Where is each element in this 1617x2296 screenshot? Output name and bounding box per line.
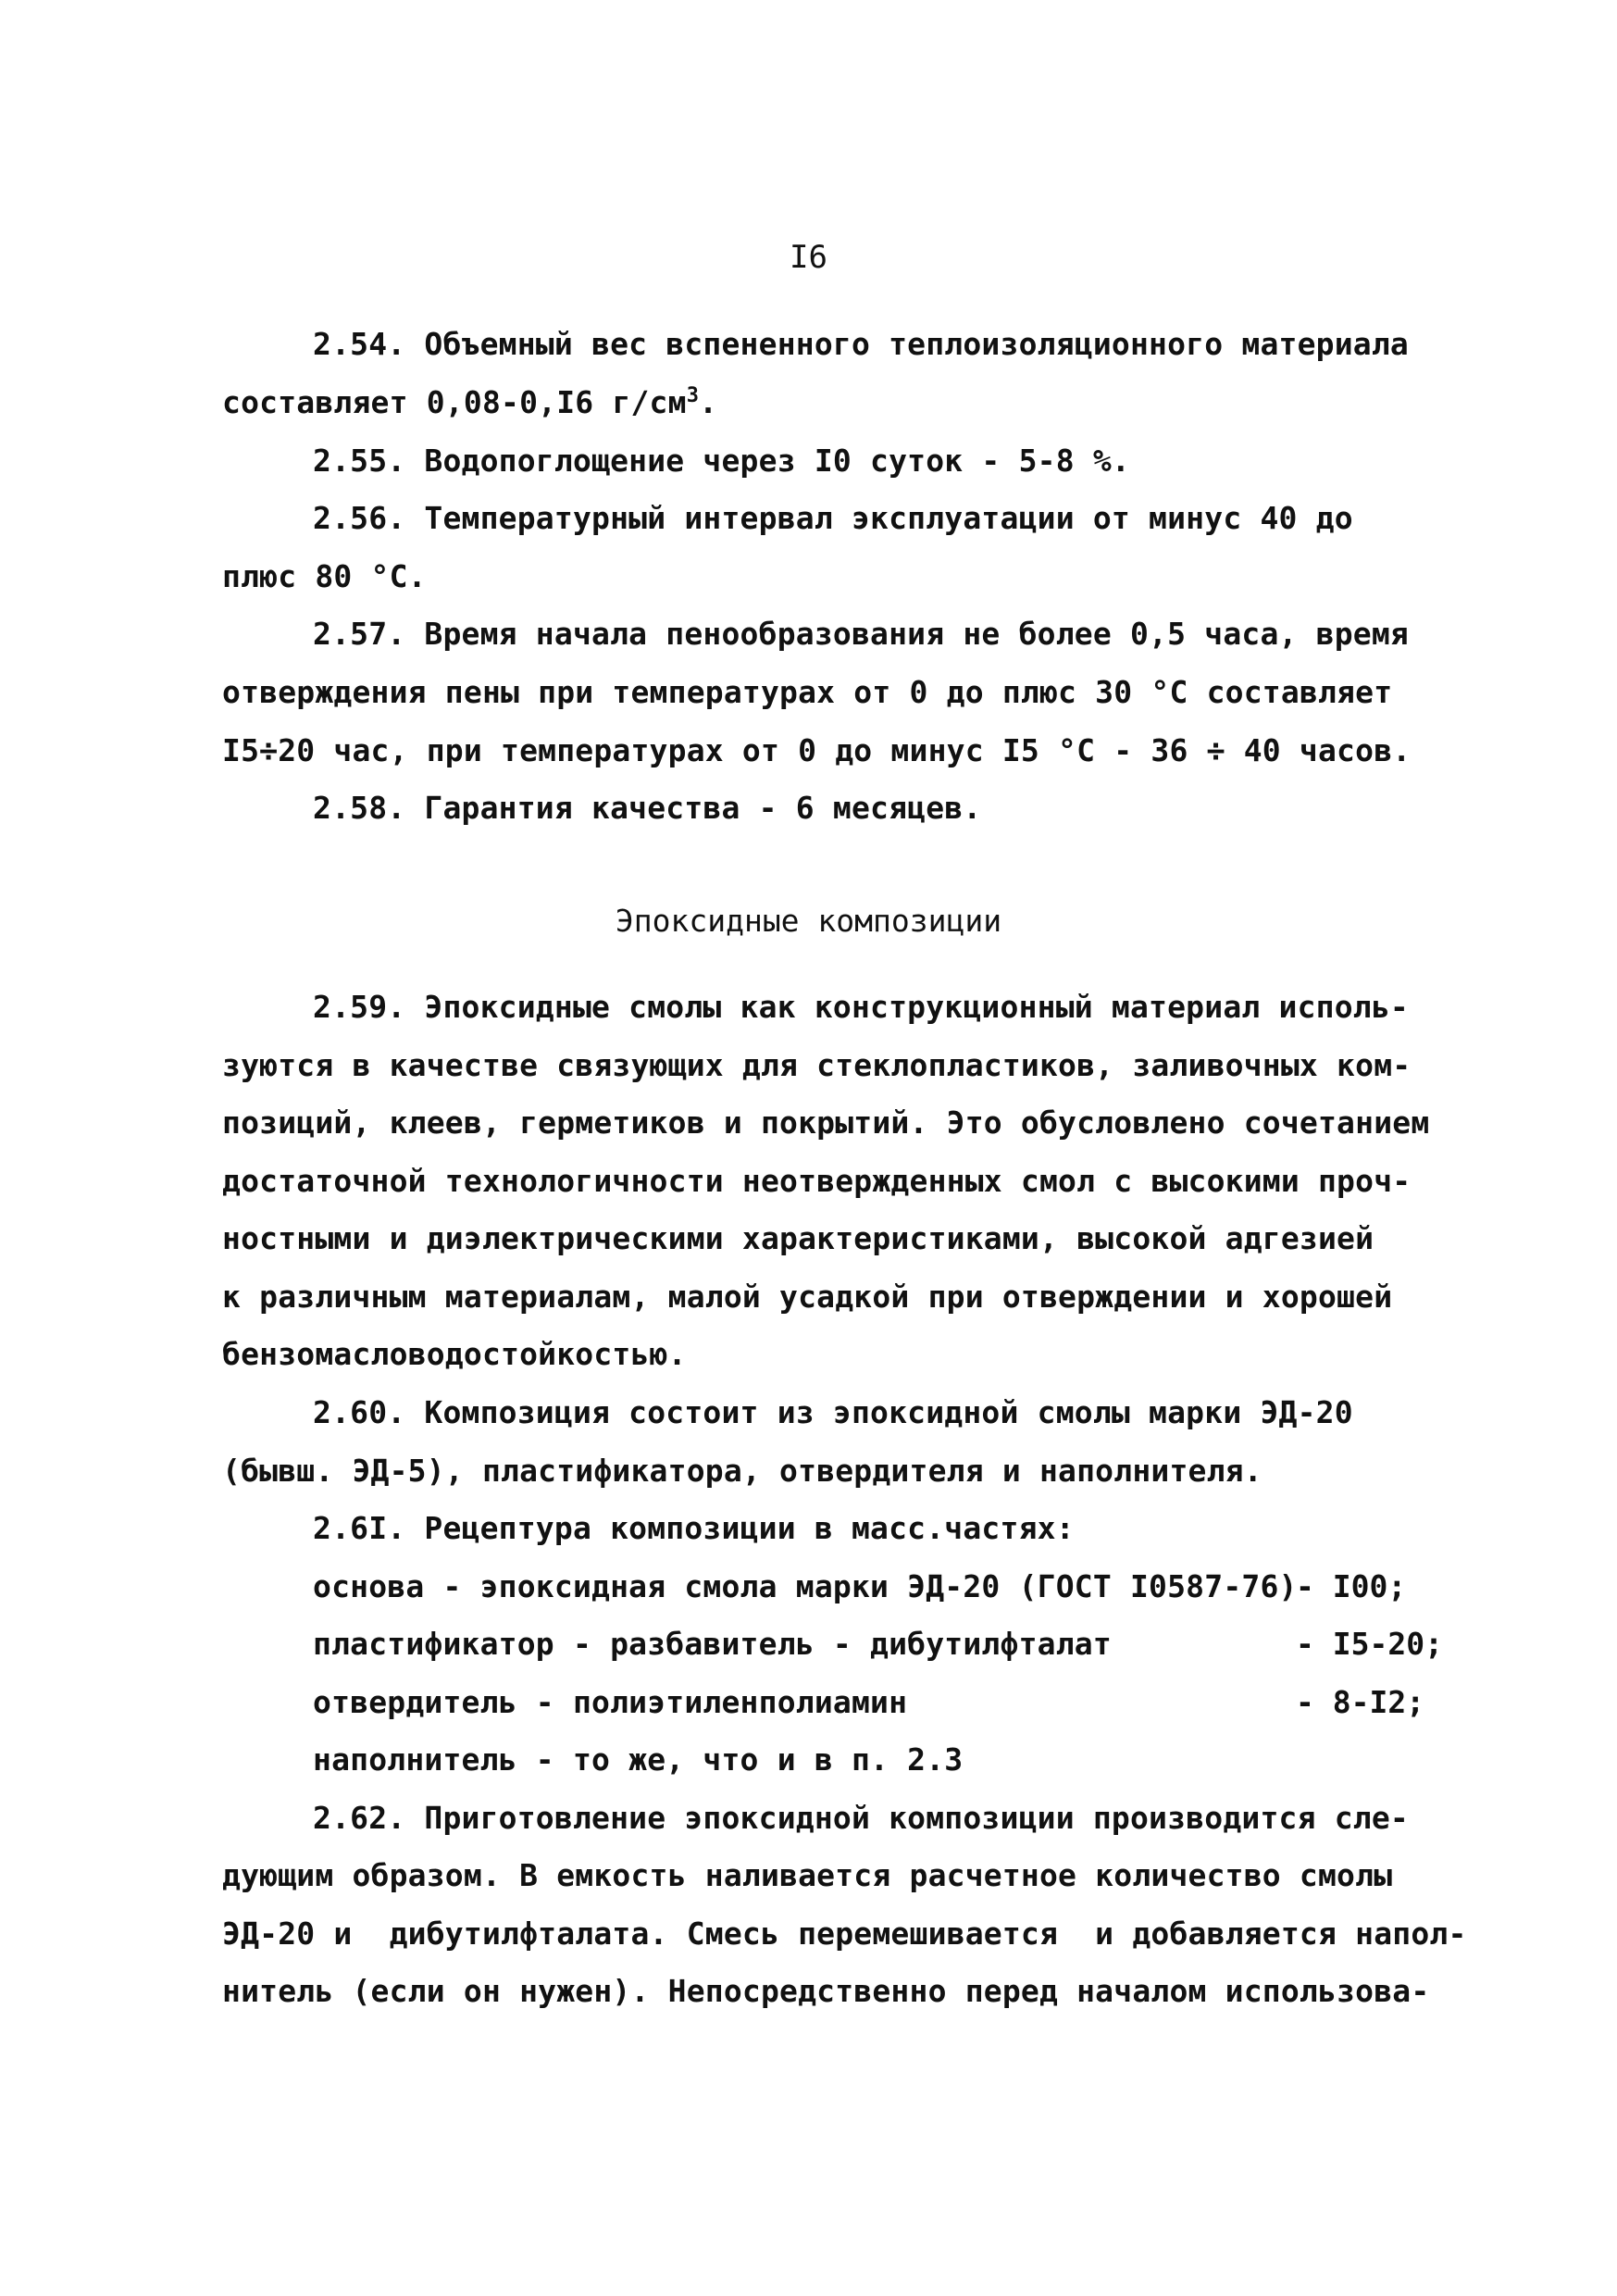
p254-line2 <box>222 384 717 421</box>
page-number: I6 <box>790 239 827 276</box>
p261-row-value: - 8-I2; <box>1296 1684 1425 1720</box>
p259-line2: зуются в качестве связующих для стеклопластиков, заливочных ком- <box>222 1047 1412 1083</box>
p259-line1: 2.59. Эпоксидные смолы как конструкционный материал исполь- <box>313 989 1409 1025</box>
p254-line2-end: . <box>699 384 718 420</box>
p255-line: 2.55. Водопоглощение через I0 суток - 5-8 %. <box>313 443 1130 479</box>
p261-row-label: отвердитель - полиэтиленполиамин <box>313 1684 908 1720</box>
p257-line1: 2.57. Время начала пенообразования не более 0,5 часа, время <box>313 616 1409 652</box>
p254-line2-sup: 3 <box>686 384 700 407</box>
p254-line1: 2.54. Объемный вес вспененного теплоизоляционного материала <box>313 326 1409 362</box>
p259-line5: ностными и диэлектрическими характеристиками, высокой адгезией <box>222 1220 1374 1256</box>
p254-line2-text: составляет 0,08-0,I6 г/см <box>222 384 687 420</box>
p261-title: 2.6I. Рецептура композиции в масс.частях: <box>313 1510 1075 1546</box>
p261-row-label: пластификатор - разбавитель - дибутилфталат <box>313 1626 1112 1662</box>
p261-row-value: - I00; <box>1296 1568 1407 1604</box>
p259-line4: достаточной технологичности неотвержденных смол с высокими проч- <box>222 1163 1412 1199</box>
section-heading: Эпоксидные композиции <box>615 903 1002 939</box>
p261-row-label: основа - эпоксидная смола марки ЭД-20 (ГОСТ I0587-76) <box>313 1568 1298 1604</box>
p262-line4: нитель (если он нужен). Непосредственно перед началом использова- <box>222 1973 1430 2009</box>
p260-line2: (бывш. ЭД-5), пластификатора, отвердителя и наполнителя. <box>222 1453 1263 1489</box>
p257-line2: отверждения пены при температурах от 0 до плюс 30 °C составляет <box>222 674 1393 710</box>
p262-line1: 2.62. Приготовление эпоксидной композиции производится сле- <box>313 1800 1409 1836</box>
p261-row-label: наполнитель - то же, что и в п. 2.3 <box>313 1741 964 1778</box>
p260-line1: 2.60. Композиция состоит из эпоксидной смолы марки ЭД-20 <box>313 1394 1353 1430</box>
p256-line1: 2.56. Температурный интервал эксплуатации от минус 40 до <box>313 500 1353 536</box>
p258-line: 2.58. Гарантия качества - 6 месяцев. <box>313 790 982 826</box>
p257-line3: I5÷20 час, при температурах от 0 до минус I5 °C - 36 ÷ 40 часов. <box>222 732 1412 768</box>
p259-line3: позиций, клеев, герметиков и покрытий. Это обусловлено сочетанием <box>222 1104 1430 1141</box>
p262-line3: ЭД-20 и дибутилфталата. Смесь перемешивается и добавляется напол- <box>222 1915 1467 1952</box>
p256-line2: плюс 80 °C. <box>222 558 427 594</box>
p259-line7: бензомасловодостойкостью. <box>222 1336 687 1372</box>
p261-row-value: - I5-20; <box>1296 1626 1443 1662</box>
p262-line2: дующим образом. В емкость наливается расчетное количество смолы <box>222 1857 1393 1893</box>
p259-line6: к различным материалам, малой усадкой при отверждении и хорошей <box>222 1279 1393 1315</box>
